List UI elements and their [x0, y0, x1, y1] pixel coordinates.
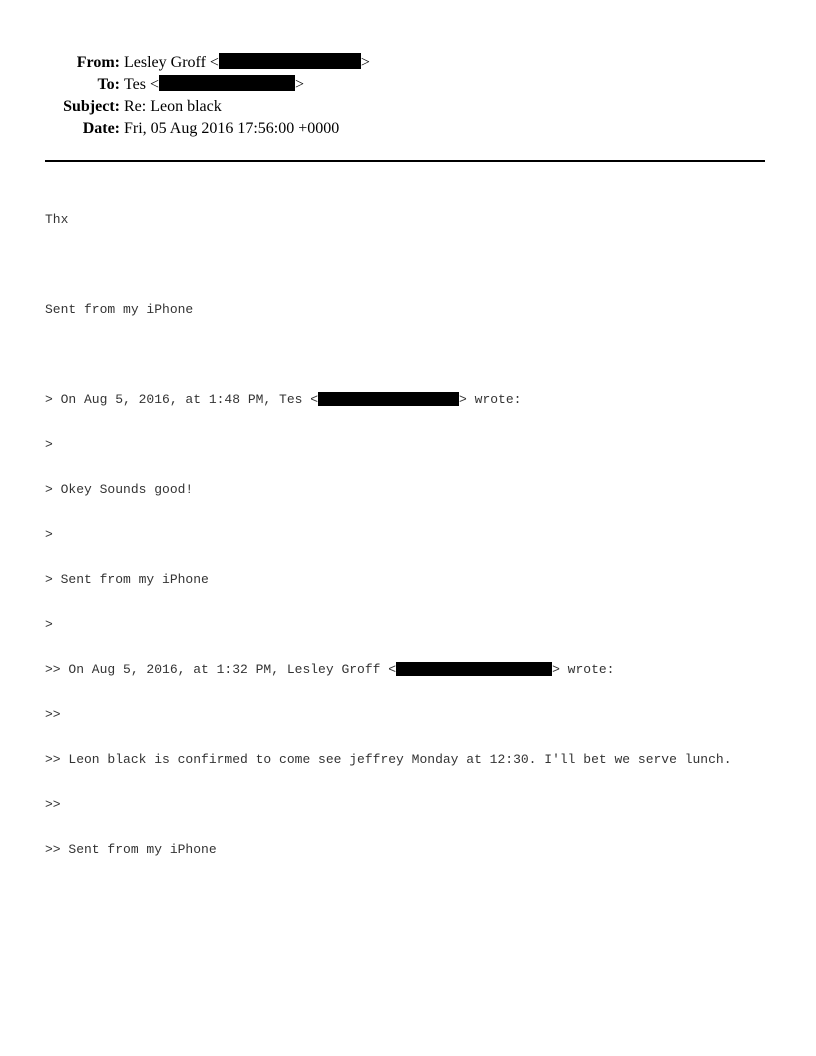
body-line: >> Sent from my iPhone [45, 842, 217, 857]
to-value [124, 74, 304, 96]
redaction-box [396, 662, 552, 676]
quote-header-text: >> On Aug 5, 2016, at 1:32 PM, Lesley Groff < [45, 662, 397, 677]
from-label: From: [76, 54, 120, 71]
date-label: Date: [82, 120, 120, 137]
subject-row [0, 96, 816, 118]
body-line: Thx [45, 212, 69, 227]
header-divider [45, 160, 765, 162]
blank-line [45, 257, 775, 272]
redaction-box [159, 75, 295, 91]
quote-header-suffix: > wrote: [552, 662, 615, 677]
body-line: >> Leon black is confirmed to come see jeffrey Monday at 12:30. I'll bet we serve lunch. [45, 752, 732, 767]
from-name: Lesley Groff < [124, 54, 219, 71]
quote-header-text: > On Aug 5, 2016, at 1:48 PM, Tes < [45, 392, 319, 407]
subject-value: Re: Leon black [124, 98, 222, 115]
to-label: To: [97, 76, 120, 93]
email-body [45, 182, 775, 872]
to-close: > [295, 76, 305, 93]
redaction-box [219, 53, 361, 69]
body-line: > [45, 617, 53, 632]
body-line: > Sent from my iPhone [45, 572, 209, 587]
quote-header-suffix: > wrote: [459, 392, 522, 407]
date-row [0, 118, 816, 140]
from-value [124, 52, 370, 74]
body-line: > [45, 437, 53, 452]
to-name: Tes < [124, 76, 160, 93]
from-close: > [360, 54, 370, 71]
email-header [0, 52, 816, 140]
body-line: Sent from my iPhone [45, 302, 194, 317]
quote-header-line [45, 662, 775, 677]
from-row [0, 52, 816, 74]
body-line: > [45, 527, 53, 542]
body-line: >> [45, 797, 61, 812]
subject-label: Subject: [63, 98, 120, 115]
redaction-box [318, 392, 459, 406]
blank-line [45, 347, 775, 362]
quote-header-line [45, 392, 775, 407]
body-line: >> [45, 707, 61, 722]
to-row [0, 74, 816, 96]
date-value: Fri, 05 Aug 2016 17:56:00 +0000 [124, 120, 340, 137]
body-line: > Okey Sounds good! [45, 482, 194, 497]
